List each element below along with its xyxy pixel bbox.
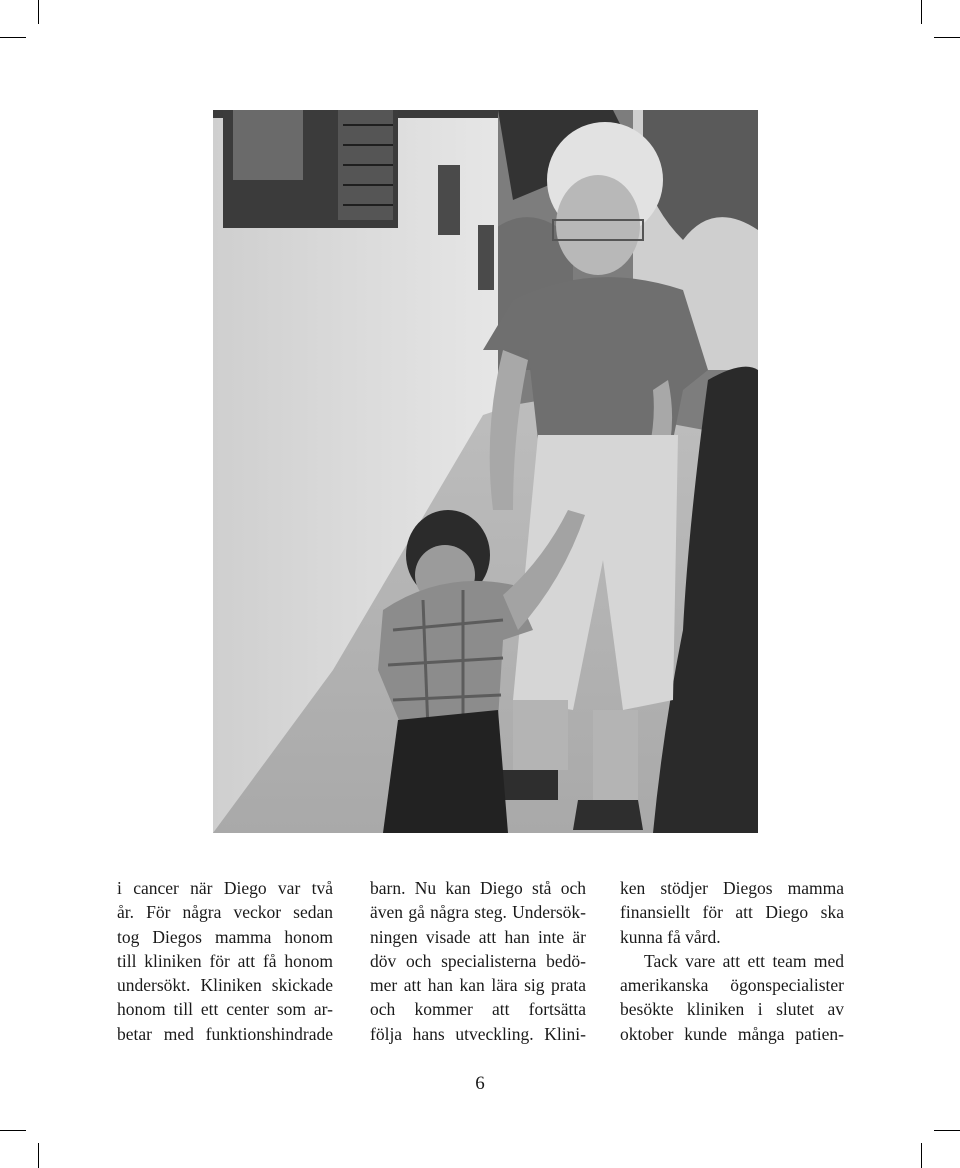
column-line: besökte kliniken i slutet av xyxy=(620,999,844,1020)
column-line: oktober kunde många patien- xyxy=(620,1023,844,1044)
crop-mark-top-right-horizontal xyxy=(934,37,960,38)
photo-woman-helping-child xyxy=(213,110,758,833)
crop-mark-bottom-left-vertical xyxy=(38,1143,39,1168)
crop-mark-bottom-left-horizontal xyxy=(0,1130,26,1131)
column-line: även gå några steg. Undersök- xyxy=(370,902,586,923)
crop-mark-top-left-horizontal xyxy=(0,37,26,38)
column-line: till kliniken för att få honom xyxy=(117,950,333,971)
column-line: ken stödjer Diegos mamma xyxy=(620,878,844,898)
column-line: döv och specialisterna bedö- xyxy=(370,950,586,971)
column-line: kunna få vård. xyxy=(620,926,721,947)
column-line: barn. Nu kan Diego stå och xyxy=(370,878,586,898)
column-line: finansiellt för att Diego ska xyxy=(620,902,844,923)
column-line: mer att han kan lära sig prata xyxy=(370,975,586,996)
crop-mark-top-left-vertical xyxy=(38,0,39,24)
crop-mark-bottom-right-vertical xyxy=(921,1143,922,1168)
text-column-2 xyxy=(370,876,586,1046)
column-line: honom till ett center som ar- xyxy=(117,999,333,1020)
text-column-3 xyxy=(620,876,844,1046)
column-line: amerikanska ögonspecialister xyxy=(620,975,844,996)
column-line: Tack vare att ett team med xyxy=(644,950,844,971)
crop-mark-top-right-vertical xyxy=(921,0,922,24)
column-line: tog Diegos mamma honom xyxy=(117,926,333,947)
column-line: undersökt. Kliniken skickade xyxy=(117,975,333,996)
column-line: betar med funktionshindrade xyxy=(117,1023,333,1044)
column-line: år. För några veckor sedan xyxy=(117,902,333,923)
column-line: ningen visade att han inte är xyxy=(370,926,586,947)
text-column-1 xyxy=(117,876,333,1046)
column-line: följa hans utveckling. Klini- xyxy=(370,1023,586,1044)
column-line: i cancer när Diego var två xyxy=(117,878,333,898)
crop-mark-bottom-right-horizontal xyxy=(934,1130,960,1131)
page-number: 6 xyxy=(475,1073,485,1094)
column-line: och kommer att fortsätta xyxy=(370,999,586,1020)
